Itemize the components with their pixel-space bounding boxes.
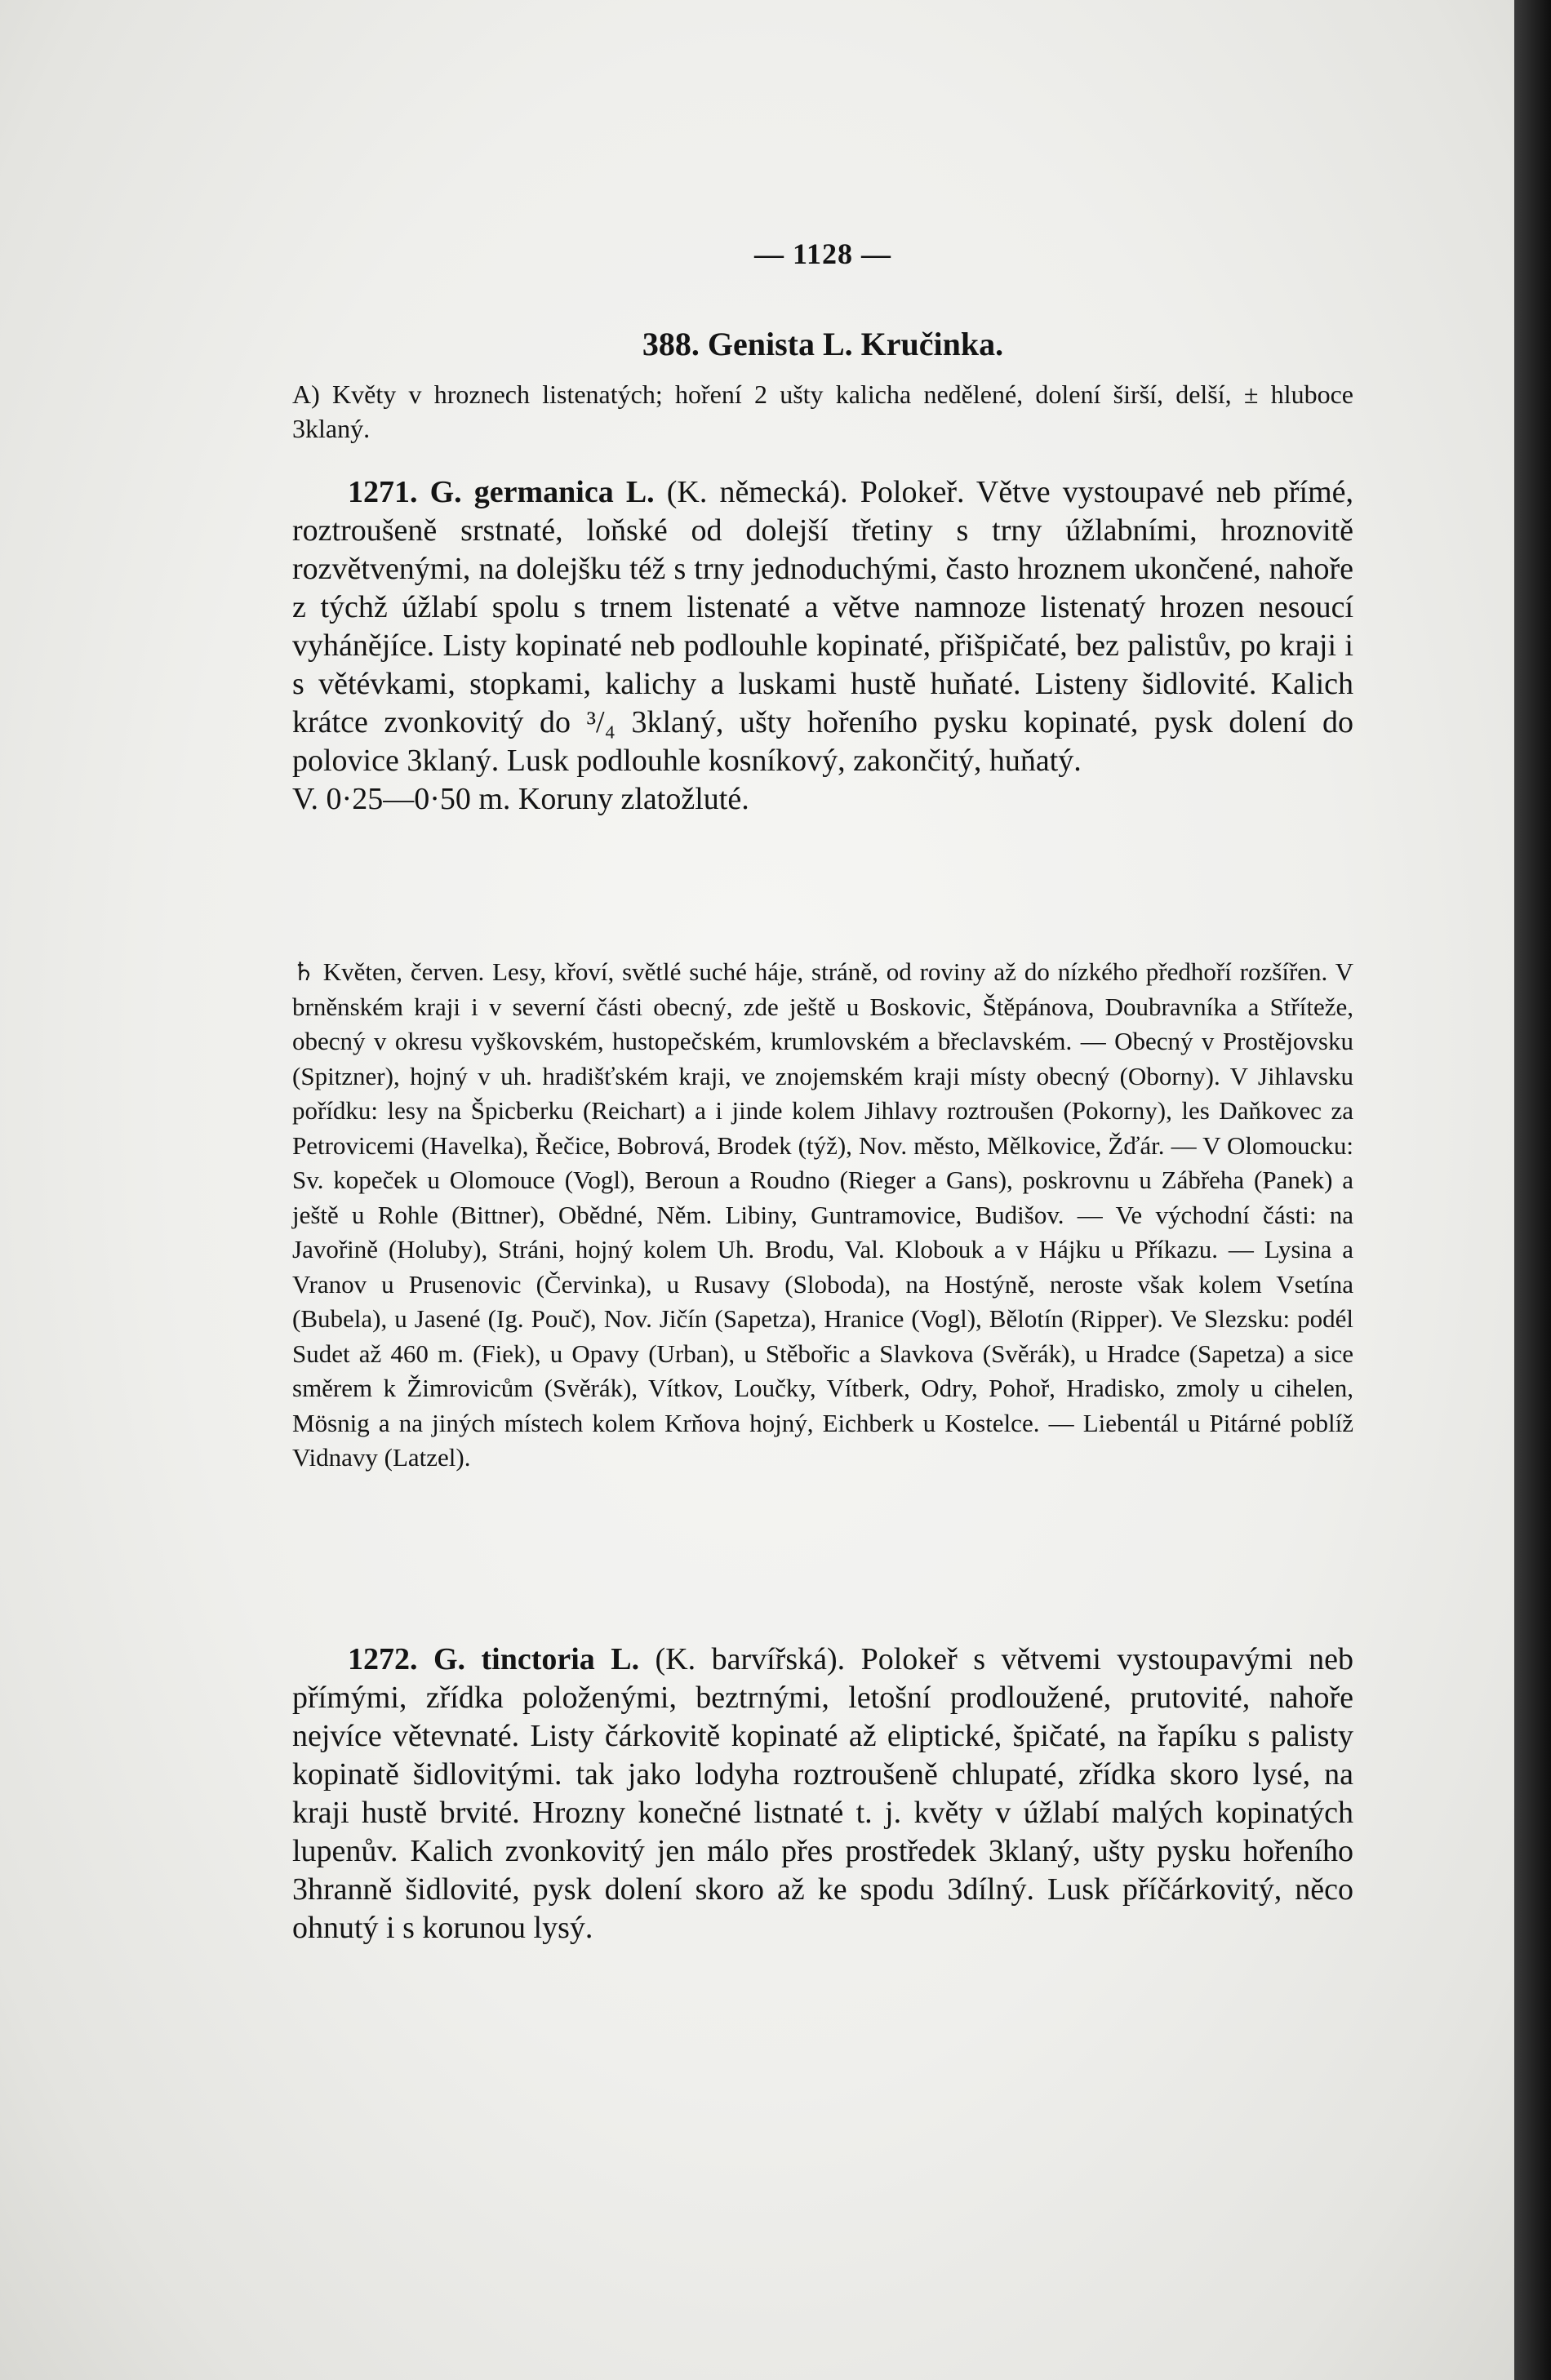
species-name: G. tinctoria L. — [433, 1642, 640, 1676]
key-text: A) Květy v hroznech listenatých; hoření 2 ušty kalicha nedělené, dolení širší, delší, ± hluboce 3klaný. — [292, 380, 1353, 443]
species-description: Polokeř. Větve vystoupavé neb přímé, roztroušeně srstnaté, loňské od dolejší třetiny s trny úžlabními, hroznovitě rozvětvenými, na dolejšku též s trny jednoduchými, často hroznem ukončené, nahoře z týchž úžlabí spolu s trnem listenaté a větve namnoze listenatý hrozen nesoucí vyhánějíce. Listy kopinaté neb podlouhle kopinaté, přišpičaté, bez palistův, po kraji i s větévkami, stopkami, kalichy a luskami hustě huňaté. Listeny šidlovité. Kalich krátce zvonkovitý do ³/₄ 3klaný, ušty hořeního pysku kopinaté, pysk dolení do polovice 3klaný. Lusk podlouhle kosníkový, zakončitý, huňatý. — [292, 475, 1354, 778]
species-name: G. germanica L. — [429, 475, 655, 509]
species-number: 1272. — [348, 1642, 418, 1676]
species-number: 1271. — [348, 475, 418, 509]
species-distribution — [292, 955, 1353, 1476]
species-size: V. 0·25—0·50 m. Koruny zlatožluté. — [292, 782, 749, 816]
species-common-name: (K. barvířská). — [655, 1642, 846, 1676]
page-number: — 1128 — — [753, 238, 891, 270]
scan-border — [1514, 0, 1551, 2380]
species-entry-germanica — [292, 473, 1353, 819]
genus-heading: 388. Genista L. Kručinka. — [642, 326, 1004, 362]
species-common-name: (K. německá). — [666, 475, 848, 509]
species-entry-tinctoria — [292, 1641, 1353, 1947]
shrub-symbol-icon: ♄ — [292, 957, 315, 986]
species-description: Polokeř s větvemi vystoupavými neb přímými, zřídka položenými, beztrnými, letošní prodloužené, prutovité, nahoře nejvíce větevnaté. Listy čárkovitě kopinaté až eliptické, špičaté, na řapíku s palisty kopinatě šidlovitými. tak jako lodyha roztroušeně chlupaté, zřídka skoro lysé, na kraji hustě brvité. Hrozny konečné listnaté t. j. květy v úžlabí malých kopinatých lupenův. Kalich zvonkovitý jen málo přes prostředek 3klaný, ušty pysku hořeního 3hranně šidlovité, pysk dolení skoro až ke spodu 3dílný. Lusk příčárkovitý, něco ohnutý i s korunou lysý. — [292, 1642, 1354, 1945]
distribution-text: Květen, červen. Lesy, křoví, světlé suché háje, stráně, od roviny až do nízkého předhoří rozšířen. V brněnském kraji i v severní části obecný, zde ještě u Boskovic, Štěpánova, Doubravníka a Stříteže, obecný v okresu vyškovském, hustopečském, krumlovském a břeclavském. — Obecný v Prostějovsku (Spitzner), hojný v uh. hradišťském kraji, ve znojemském kraji místy obecný (Oborny). V Jihlavsku pořídku: lesy na Špicberku (Reichart) a i jinde kolem Jihlavy roztroušen (Pokorny), les Daňkovec za Petrovicemi (Havelka), Řečice, Bobrová, Brodek (týž), Nov. město, Mělkovice, Žďár. — V Olomoucku: Sv. kopeček u Olomouce (Vogl), Beroun a Roudno (Rieger a Gans), poskrovnu u Zábřeha (Panek) a ještě u Rohle (Bittner), Obědné, Něm. Libiny, Guntramovice, Budišov. — Ve východní části: na Javořině (Holuby), Stráni, hojný kolem Uh. Brodu, Val. Klobouk a v Hájku u Příkazu. — Lysina a Vranov u Prusenovic (Červinka), u Rusavy (Sloboda), na Hostýně, neroste však kolem Vsetína (Bubela), u Jasené (Ig. Pouč), Nov. Jičín (Sapetza), Hranice (Vogl), Bělotín (Ripper). Ve Slezsku: podél Sudet až 460 m. (Fiek), u Opavy (Urban), u Stěbořic a Slavkova (Svěrák), u Hradce (Sapetza) a sice směrem k Žimrovicům (Svěrák), Vítkov, Loučky, Vítberk, Odry, Pohoř, Hradisko, zmoly u cihelen, Mösnig a na jiných místech kolem Krňova hojný, Eichberk u Kostelce. — Liebentál u Pitárné poblíž Vidnavy (Latzel). — [292, 957, 1354, 1472]
